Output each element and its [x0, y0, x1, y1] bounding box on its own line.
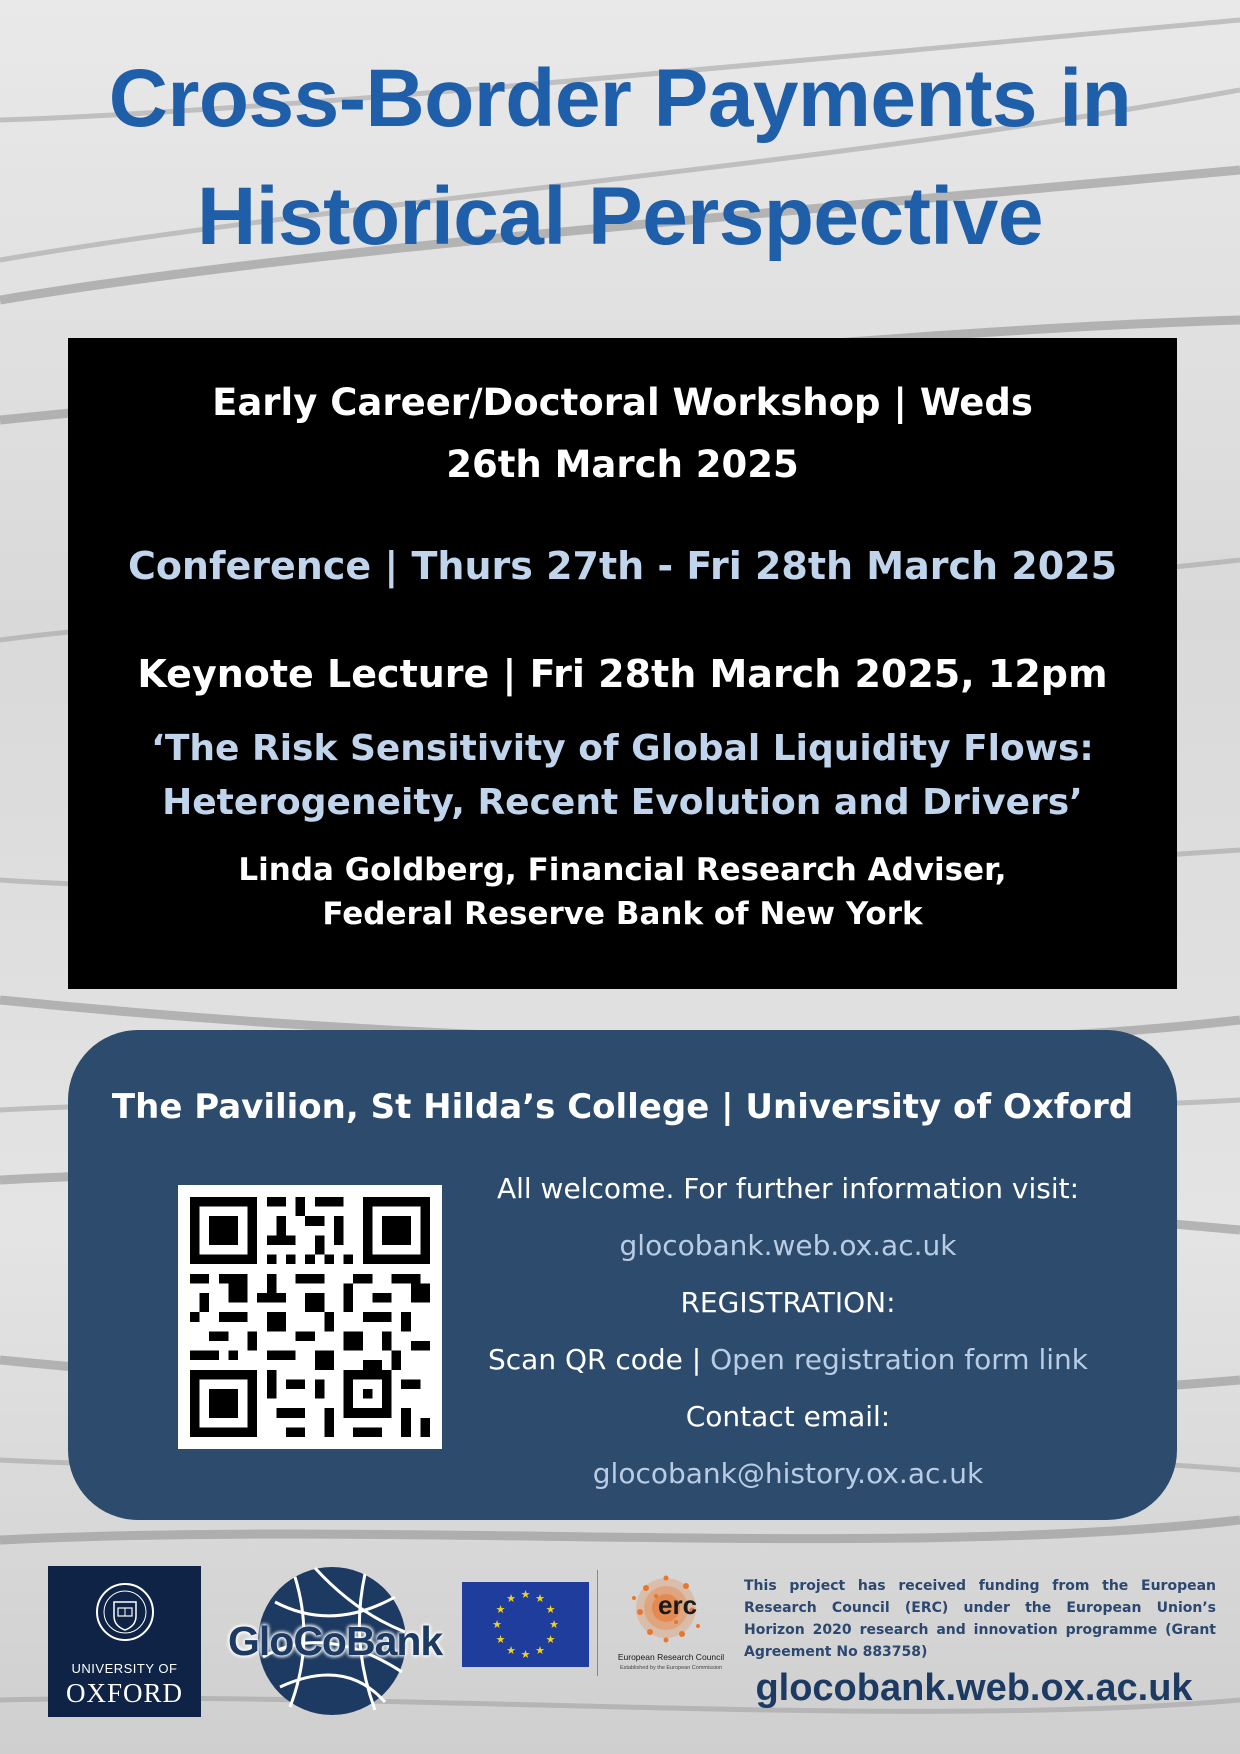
- glocobank-logo: [228, 1562, 443, 1722]
- contact-line: [488, 1388, 1088, 1502]
- title-line-2: Historical Perspective: [197, 171, 1043, 262]
- workshop-date: Early Career/Doctoral Workshop | Weds 26th March 2025: [212, 381, 1033, 486]
- eu-flag-logo: [462, 1582, 589, 1667]
- oxford-logo: [48, 1566, 201, 1717]
- svg-text:★: ★: [549, 1618, 559, 1631]
- erc-logo: [606, 1568, 736, 1680]
- glocobank-wordmark: GloCoBank: [228, 1618, 443, 1664]
- svg-text:★: ★: [495, 1633, 506, 1646]
- svg-text:★: ★: [520, 1588, 531, 1601]
- svg-text:★: ★: [520, 1648, 531, 1661]
- footer-website[interactable]: glocobank.web.ox.ac.uk: [755, 1667, 1193, 1709]
- scan-qr-text: Scan QR code |: [488, 1343, 702, 1376]
- info-block: [488, 1160, 1088, 1502]
- contact-email-link[interactable]: glocobank@history.ox.ac.uk: [592, 1457, 984, 1490]
- title-line-1: Cross-Border Payments in: [108, 53, 1132, 144]
- funding-statement: This project has received funding from the European Research Council (ERC) under the European Union’s Horizon 2020 research and innovation programme (Grant Agreement No 883758): [744, 1578, 1216, 1660]
- keynote-speaker: [68, 848, 1177, 936]
- svg-text:★: ★: [495, 1603, 506, 1616]
- website-link[interactable]: glocobank.web.ox.ac.uk: [619, 1229, 957, 1262]
- svg-text:★: ★: [535, 1644, 545, 1657]
- logo-divider: [597, 1570, 598, 1676]
- poster-title: [0, 40, 1240, 276]
- speaker-line-1: Linda Goldberg, Financial Research Adviser,: [238, 852, 1007, 888]
- oxford-logo-line-2: OXFORD: [65, 1678, 184, 1708]
- svg-text:★: ★: [545, 1633, 556, 1646]
- keynote-title: ‘The Risk Sensitivity of Global Liquidity Flows: Heterogeneity, Recent Evolution and Drivers’: [151, 728, 1094, 823]
- welcome-text: All welcome. For further information visit:: [496, 1172, 1080, 1205]
- conference-date: Conference | Thurs 27th - Fri 28th March 2025: [127, 544, 1118, 588]
- oxford-crest-icon: [94, 1578, 156, 1650]
- svg-text:★: ★: [535, 1592, 545, 1605]
- registration-form-link[interactable]: Open registration form link: [710, 1343, 1088, 1376]
- speaker-line-2: Federal Reserve Bank of New York: [322, 896, 923, 932]
- registration-heading: REGISTRATION:: [680, 1286, 896, 1319]
- registration-qr-code[interactable]: [178, 1185, 442, 1449]
- registration-line: [488, 1331, 1088, 1388]
- keynote-date: Keynote Lecture | Fri 28th March 2025, 12pm: [137, 652, 1108, 696]
- oxford-logo-line-1: UNIVERSITY OF: [71, 1661, 178, 1676]
- contact-label: Contact email:: [685, 1400, 891, 1433]
- svg-text:★: ★: [545, 1603, 556, 1616]
- eu-flag-icon: [462, 1582, 589, 1667]
- erc-name: European Research Council: [617, 1652, 725, 1662]
- erc-wordmark: erc: [658, 1590, 698, 1620]
- svg-text:★: ★: [506, 1644, 516, 1657]
- venue-heading: The Pavilion, St Hilda’s College | University of Oxford: [111, 1087, 1134, 1127]
- venue-info-panel: [68, 1030, 1177, 1520]
- event-details-box: [68, 338, 1177, 989]
- erc-subtitle: Established by the European Commission: [619, 1665, 723, 1671]
- svg-text:★: ★: [492, 1618, 502, 1631]
- svg-text:★: ★: [506, 1592, 516, 1605]
